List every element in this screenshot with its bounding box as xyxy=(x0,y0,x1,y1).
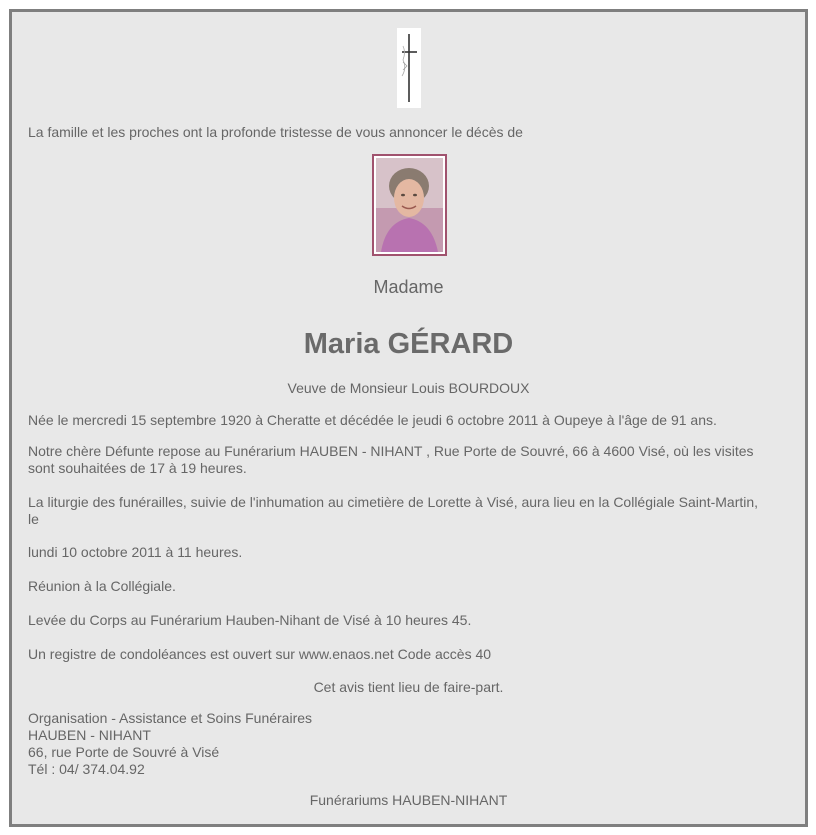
liturgy-line-2: le xyxy=(28,511,39,527)
organisation-line-2: HAUBEN - NIHANT xyxy=(28,727,151,743)
registry-text: Un registre de condoléances est ouvert sur www.enaos.net Code accès 40 xyxy=(28,646,492,662)
organisation-line-1: Organisation - Assistance et Soins Funéraires xyxy=(28,710,313,726)
salutation: Madame xyxy=(373,277,444,297)
liturgy-text xyxy=(28,494,758,528)
meeting-text: Réunion à la Collégiale. xyxy=(28,578,176,594)
rest-line-1: Notre chère Défunte repose au Funérarium HAUBEN - NIHANT , Rue Porte de Souvré, 66 à 4600 Visé, où les visites xyxy=(28,443,754,459)
levee-text: Levée du Corps au Funérarium Hauben-Nihant de Visé à 10 heures 45. xyxy=(28,612,472,628)
organisation-block xyxy=(28,710,312,778)
liturgy-line-1: La liturgie des funérailles, suivie de l'inhumation au cimetière de Lorette à Visé, aura lieu en la Collégiale Saint-Martin, xyxy=(28,494,759,510)
portrait-photo xyxy=(372,154,447,256)
organisation-line-3: 66, rue Porte de Souvré à Visé xyxy=(28,744,220,760)
deceased-name: Maria GÉRARD xyxy=(303,328,514,360)
widow-text: Veuve de Monsieur Louis BOURDOUX xyxy=(287,380,530,396)
obituary-card xyxy=(9,9,808,827)
notice-text: Cet avis tient lieu de faire-part. xyxy=(313,679,504,695)
cross-icon xyxy=(397,28,421,108)
rest-line-2: sont souhaitées de 17 à 19 heures. xyxy=(28,460,247,476)
birth-death-text: Née le mercredi 15 septembre 1920 à Cheratte et décédée le jeudi 6 octobre 2011 à Oupeye à l'âge de 91 ans. xyxy=(28,412,717,428)
organisation-line-4: Tél : 04/ 374.04.92 xyxy=(28,761,145,777)
rest-text xyxy=(28,443,754,477)
ceremony-date: lundi 10 octobre 2011 à 11 heures. xyxy=(28,544,243,560)
intro-text: La famille et les proches ont la profonde tristesse de vous annoncer le décès de xyxy=(28,124,523,140)
footer-text: Funérariums HAUBEN-NIHANT xyxy=(309,792,508,808)
